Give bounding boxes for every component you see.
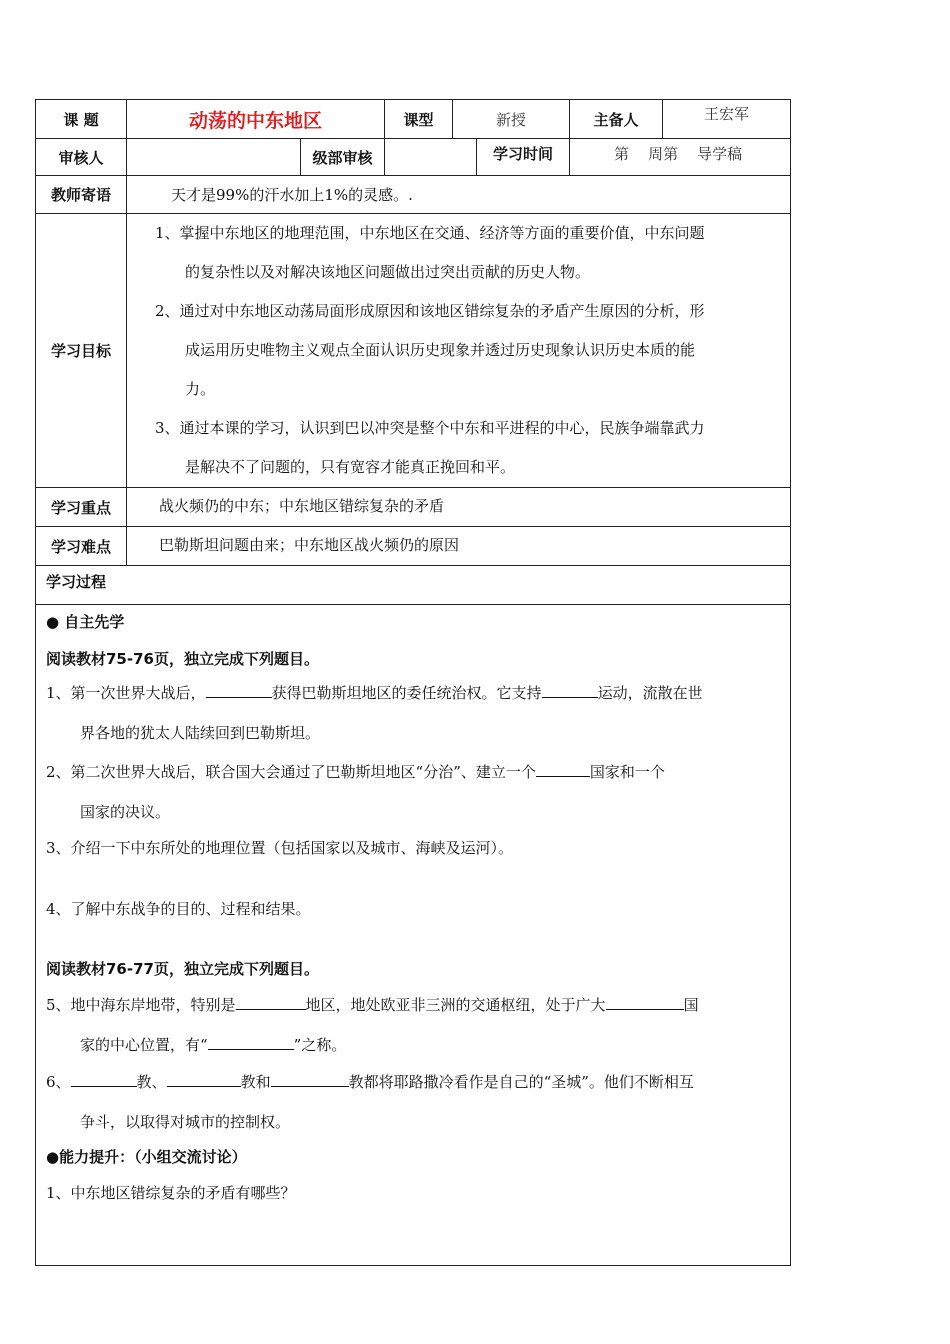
motto-row — [36, 176, 790, 214]
question-5-line-1: 5、地中海东岸地带，特别是 地区，地处欧亚非三洲的交通枢纽，处于广大 国 — [46, 996, 699, 1014]
answer-blank[interactable] — [167, 1072, 241, 1087]
difficulties-text: 巴勒斯坦问题由来；中东地区战火频仍的原因 — [126, 527, 790, 565]
read-instruction-1: 阅读教材75-76页，独立完成下列题目。 — [46, 650, 319, 668]
question-5-line-2: 家的中心位置，有“ ”之称。 — [80, 1036, 347, 1054]
objectives-row — [36, 214, 790, 488]
question-3: 3、介绍一下中东所处的地理位置（包括国家以及城市、海峡及运河）。 — [46, 839, 514, 857]
time-label: 学习时间 — [476, 139, 569, 175]
process-label-row — [36, 566, 790, 605]
type-value: 新授 — [452, 100, 569, 138]
preparer-value: 王宏军 — [662, 100, 790, 138]
question-2-line-2: 国家的决议。 — [80, 803, 171, 821]
ability-question-1: 1、中东地区错综复杂的矛盾有哪些？ — [46, 1184, 296, 1202]
question-6-line-2: 争斗，以取得对城市的控制权。 — [80, 1113, 291, 1131]
header-row-1 — [36, 100, 790, 139]
question-6-line-1: 6、 教、 教和 教都将耶路撒冷看作是自己的“圣城”。他们不断相互 — [46, 1073, 694, 1091]
question-1-line-2: 界各地的犹太人陆续回到巴勒斯坦。 — [80, 724, 321, 742]
question-2-line-1: 2、第二次世界大战后，联合国大会通过了巴勒斯坦地区“分治”、建立一个 国家和一个 — [46, 763, 665, 781]
objective-2-line-3: 力。 — [185, 380, 216, 398]
answer-blank[interactable] — [206, 683, 272, 698]
dept-review-value — [384, 139, 476, 175]
difficulties-row — [36, 527, 790, 566]
reviewer-value — [126, 139, 300, 175]
answer-blank[interactable] — [542, 683, 598, 698]
process-body — [36, 605, 790, 1265]
question-1-line-1: 1、第一次世界大战后， 获得巴勒斯坦地区的委任统治权。它支持 运动，流散在世 — [46, 684, 703, 702]
process-label: 学习过程 — [46, 573, 107, 591]
key-points-text: 战火频仍的中东；中东地区错综复杂的矛盾 — [126, 488, 790, 526]
key-points-row — [36, 488, 790, 527]
objective-2-line-1: 2、通过对中东地区动荡局面形成原因和该地区错综复杂的矛盾产生原因的分析，形 — [155, 302, 705, 320]
answer-blank[interactable] — [271, 1072, 349, 1087]
objective-1-line-1: 1、掌握中东地区的地理范围，中东地区在交通、经济等方面的重要价值，中东问题 — [155, 224, 705, 242]
objectives-label: 学习目标 — [50, 342, 111, 360]
answer-blank[interactable] — [236, 995, 306, 1010]
header-row-2 — [36, 139, 790, 176]
objective-1-line-2: 的复杂性以及对解决该地区问题做出过突出贡献的历史人物。 — [185, 263, 591, 281]
lesson-title: 动荡的中东地区 — [126, 100, 384, 138]
objective-3-line-2: 是解决不了问题的，只有宽容才能真正挽回和平。 — [185, 458, 516, 476]
study-guide-table — [35, 99, 791, 1266]
answer-blank[interactable] — [606, 995, 684, 1010]
self-study-heading: ● 自主先学 — [46, 613, 125, 631]
preparer-label: 主备人 — [569, 100, 662, 138]
type-label: 课型 — [384, 100, 452, 138]
answer-blank[interactable] — [71, 1072, 137, 1087]
objectives-content — [126, 214, 790, 487]
objective-2-line-2: 成运用历史唯物主义观点全面认识历史现象并透过历史现象认识历史本质的能 — [185, 341, 696, 359]
time-value: 第 周第 导学稿 — [569, 139, 790, 175]
motto-label: 教师寄语 — [50, 186, 111, 204]
question-4: 4、了解中东战争的目的、过程和结果。 — [46, 900, 311, 918]
reviewer-label: 审核人 — [58, 148, 104, 167]
read-instruction-2: 阅读教材76-77页，独立完成下列题目。 — [46, 960, 319, 978]
objective-3-line-1: 3、通过本课的学习，认识到巴以冲突是整个中东和平进程的中心，民族争端靠武力 — [155, 419, 705, 437]
difficulties-label: 学习难点 — [50, 537, 111, 556]
motto-text: 天才是99%的汗水加上1%的灵感。. — [126, 176, 790, 213]
key-points-label: 学习重点 — [50, 498, 111, 517]
ability-heading: ●能力提升：（小组交流讨论） — [46, 1148, 247, 1166]
topic-label: 课 题 — [63, 110, 99, 129]
answer-blank[interactable] — [208, 1035, 294, 1050]
answer-blank[interactable] — [536, 762, 590, 777]
dept-review-label: 级部审核 — [300, 139, 384, 175]
